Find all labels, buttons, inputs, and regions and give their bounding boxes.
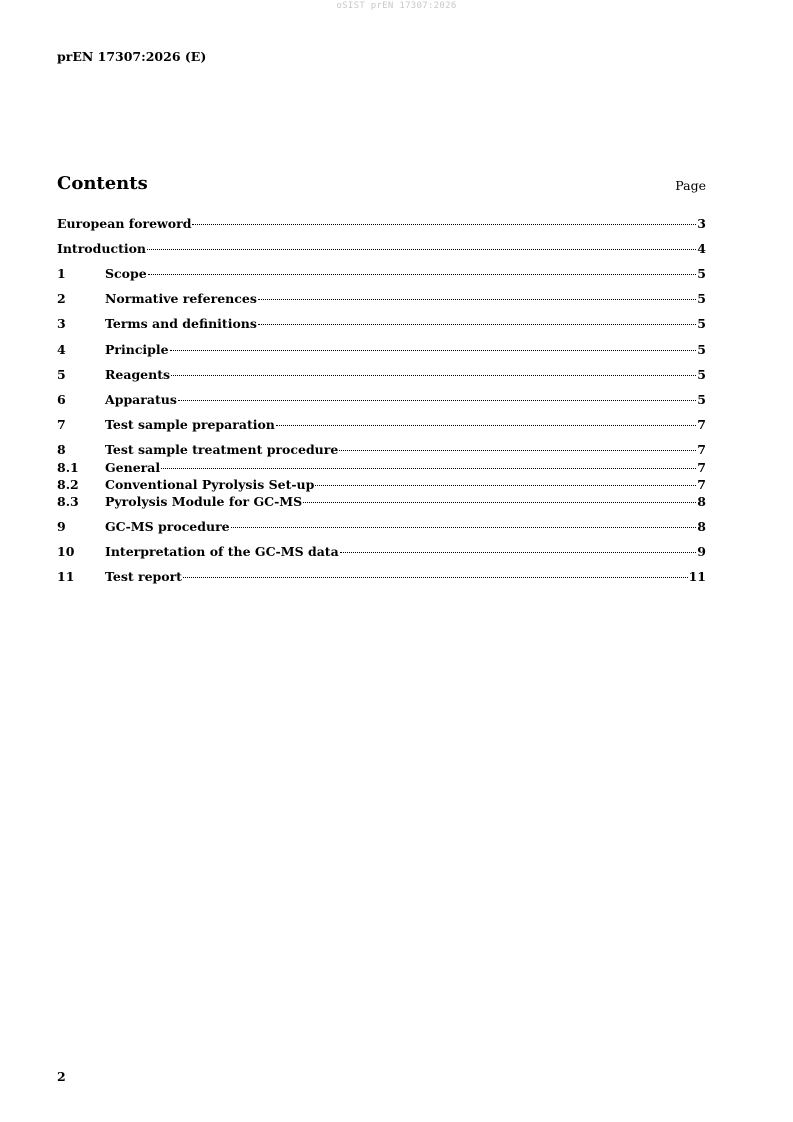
toc-entry-page: 7 (697, 442, 706, 457)
toc-entry-number: 1 (57, 266, 66, 281)
toc-leader-dots (315, 485, 696, 486)
toc-entry-european-foreword[interactable] (57, 216, 706, 232)
toc-entry-number: 8.1 (57, 460, 79, 475)
toc-entry-page: 8 (697, 519, 706, 534)
watermark: oSIST prEN 17307:2026 (336, 1, 457, 11)
contents-title: Contents (57, 173, 148, 194)
toc-entry-number: 3 (57, 316, 66, 331)
toc-entry-title: Principle (105, 342, 169, 357)
toc-entry-interpretation-of-gc-ms-data[interactable] (57, 544, 706, 560)
toc-entry-page: 3 (697, 216, 706, 231)
toc-leader-dots (258, 299, 696, 300)
toc-entry-number: 10 (57, 544, 75, 559)
toc-entry-title: Test sample treatment procedure (105, 442, 339, 457)
toc-leader-dots (192, 224, 696, 225)
toc-leader-dots (183, 577, 688, 578)
page-column-label: Page (675, 178, 706, 193)
toc-entry-number: 9 (57, 519, 66, 534)
toc-entry-number: 7 (57, 417, 66, 432)
toc-leader-dots (258, 324, 696, 325)
toc-leader-dots (303, 502, 696, 503)
toc-entry-number: 8.3 (57, 494, 79, 509)
toc-entry-page: 7 (697, 417, 706, 432)
toc-entry-page: 9 (697, 544, 706, 559)
toc-entry-test-report[interactable] (57, 569, 706, 585)
toc-entry-reagents[interactable] (57, 367, 706, 383)
toc-entry-apparatus[interactable] (57, 392, 706, 408)
document-id-header: prEN 17307:2026 (E) (57, 49, 207, 64)
toc-entry-principle[interactable] (57, 342, 706, 358)
toc-entry-page: 7 (697, 460, 706, 475)
toc-leader-dots (161, 468, 696, 469)
toc-leader-dots (276, 425, 696, 426)
toc-entry-number: 2 (57, 291, 66, 306)
toc-leader-dots (340, 552, 697, 553)
toc-entry-title: Introduction (57, 241, 147, 256)
toc-leader-dots (147, 249, 696, 250)
toc-entry-page: 4 (697, 241, 706, 256)
toc-entry-number: 5 (57, 367, 66, 382)
toc-leader-dots (178, 400, 696, 401)
toc-entry-page: 5 (697, 367, 706, 382)
contents-heading-row (57, 172, 706, 196)
toc-entry-number: 8.2 (57, 477, 79, 492)
toc-entry-page: 5 (697, 342, 706, 357)
toc-entry-page: 5 (697, 392, 706, 407)
toc-entry-title: Conventional Pyrolysis Set-up (105, 477, 315, 492)
toc-entry-page: 7 (697, 477, 706, 492)
toc-entry-title: GC-MS procedure (105, 519, 230, 534)
toc-entry-title: Apparatus (105, 392, 177, 407)
toc-entry-page: 5 (697, 316, 706, 331)
toc-entry-title: Scope (105, 266, 147, 281)
toc-leader-dots (148, 274, 697, 275)
toc-entry-number: 6 (57, 392, 66, 407)
toc-leader-dots (171, 375, 696, 376)
toc-entry-introduction[interactable] (57, 241, 706, 257)
toc-entry-page: 11 (688, 569, 706, 584)
toc-entry-conventional-pyrolysis-set-up[interactable] (57, 477, 706, 493)
toc-entry-scope[interactable] (57, 266, 706, 282)
toc-entry-page: 8 (697, 494, 706, 509)
toc-entry-title: Reagents (105, 367, 171, 382)
toc-entry-title: Test report (105, 569, 182, 584)
toc-entry-title: Test sample preparation (105, 417, 275, 432)
toc-entry-gc-ms-procedure[interactable] (57, 519, 706, 535)
toc-entry-number: 11 (57, 569, 75, 584)
toc-entry-title: General (105, 460, 161, 475)
toc-entry-normative-references[interactable] (57, 291, 706, 307)
toc-entry-page: 5 (697, 291, 706, 306)
toc-entry-title: Terms and definitions (105, 316, 257, 331)
page-number: 2 (57, 1069, 66, 1084)
toc-entry-test-sample-treatment-procedure[interactable] (57, 442, 706, 458)
toc-entry-title: Interpretation of the GC-MS data (105, 544, 339, 559)
toc-entry-test-sample-preparation[interactable] (57, 417, 706, 433)
toc-entry-title: European foreword (57, 216, 192, 231)
toc-entry-number: 4 (57, 342, 66, 357)
toc-entry-page: 5 (697, 266, 706, 281)
toc-entry-title: Normative references (105, 291, 257, 306)
toc-leader-dots (170, 350, 697, 351)
toc-leader-dots (339, 450, 696, 451)
toc-entry-terms-and-definitions[interactable] (57, 316, 706, 332)
toc-entry-number: 8 (57, 442, 66, 457)
toc-entry-pyrolysis-module-for-gc-ms[interactable] (57, 494, 706, 510)
toc-entry-title: Pyrolysis Module for GC-MS (105, 494, 303, 509)
toc-leader-dots (231, 527, 697, 528)
toc-entry-general[interactable] (57, 460, 706, 476)
